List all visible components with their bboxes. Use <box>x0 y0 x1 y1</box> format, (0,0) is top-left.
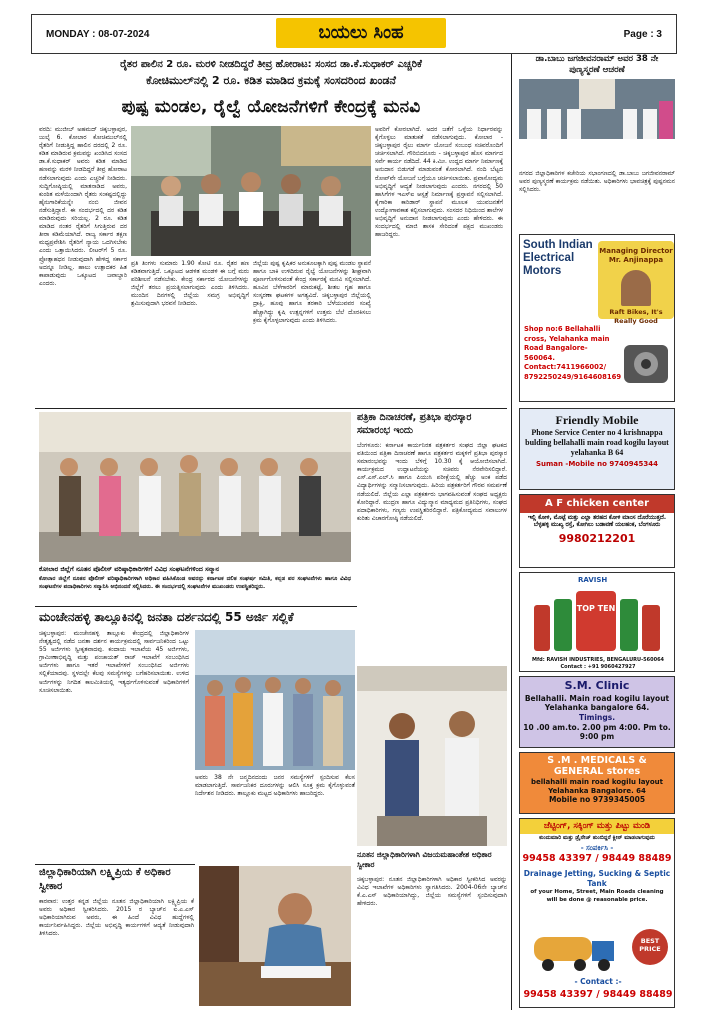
drainage-title: ಜೆಟ್ಟಿಂಗ್, ಸಕ್ಕಿಂಗ್ ಮತ್ತು ಪಿಟ್ಟು ಮಂಡಿ <box>520 819 674 834</box>
drainage-ad <box>519 818 675 1008</box>
electrical-md-box <box>598 241 674 325</box>
lead-photo <box>131 126 371 256</box>
police-photo <box>39 412 351 562</box>
newspaper-page <box>31 14 677 1010</box>
lead-kicker-1: ರೈತರ ಪಾಲಿನ 2 ರೂ. ಮರಳಿ ನೀಡದಿದ್ದರೆ ತೀವ್ರ ಹೋರಾಟ: ಸಂಸದ ಡಾ.ಕೆ.ಸುಧಾಕರ್ ಎಚ್ಚರಿಕೆ <box>120 59 422 70</box>
lead-column-mid-1: ಪ್ರತಿ ತಿಂಗಳು ಸುಮಾರು 1.90 ಕೋಟಿ ರೂ. ರೈತರ ಹಣ ಕಡಿತವಾಗುತ್ತಿದೆ. ಒಕ್ಕೂಟದ ಆಡಳಿತ ಮಂಡಳಿ ಈ ಬಗ್ಗೆ ಮರು ಪರಿಶೀಲನೆ ನಡೆಸಬೇಕು. ಕೇಂದ್ರ ಸರ್ಕಾರದ ಯೋಜನೆಗಳನ್ನು ಜಿಲ್ಲೆಗೆ ತರಲು ಪ್ರಯತ್ನಿಸಲಾಗುವುದು ಎಂದು ತಿಳಿಸಿದರು. ಮುಂದಿನ ದಿನಗಳಲ್ಲಿ ಜಿಲ್ಲೆಯ ಸಮಗ್ರ ಅಭಿವೃದ್ಧಿಗೆ ಶ್ರಮಿಸುವುದಾಗಿ ಭರವಸೆ ನೀಡಿದರು. <box>131 260 249 308</box>
mancheneh-headline: ಮಂಚೇನಹಳ್ಳಿ ತಾಲ್ಲೂಕಿನಲ್ಲಿ ಜನತಾ ದರ್ಶನದಲ್ಲಿ 55 ಅರ್ಜಿ ಸಲ್ಲಿಕೆ <box>39 610 294 624</box>
handover-body: ಚಿಕ್ಕಬಳ್ಳಾಪುರ: ನೂತನ ಜಿಲ್ಲಾಧಿಕಾರಿಗಳಾಗಿ ಅಧಿಕಾರ ಸ್ವೀಕರಿಸಿದ ಅವರನ್ನು ವಿವಿಧ ಇಲಾಖೆಗಳ ಅಧಿಕಾರಿಗಳು ಸ್ವಾಗತಿಸಿದರು. 2004-06ನೇ ಬ್ಯಾಚ್‌ನ ಕೆ.ಎ.ಎಸ್ ಅಧಿಕಾರಿಯಾಗಿದ್ದು, ಜಿಲ್ಲೆಯ ಸಮಸ್ಯೆಗಳಿಗೆ ಸ್ಪಂದಿಸುವುದಾಗಿ ಹೇಳಿದರು. <box>357 876 507 908</box>
medicals-phone: Mobile no 9739345005 <box>548 795 646 805</box>
lead-photo-image <box>131 126 371 256</box>
issue-date: MONDAY : 08-07-2024 <box>46 29 150 40</box>
drainage-body: ಕುಂದುಮಾರಿ ಮತ್ತು ಡ್ರೈನೇಜ್ ತುಂಬಿದ್ದರೆ ಕ್ಲೀನ್ ಮಾಡಲಾಗುವುದು <box>539 835 655 842</box>
mobile-ad <box>519 408 675 490</box>
best-price-badge: BEST PRICE <box>632 929 668 965</box>
press-headline: ಪತ್ರಿಕಾ ದಿನಾಚರಣೆ, ಪ್ರತಿಭಾ ಪುರಸ್ಕಾರ ಸಮಾರಂಭ ಇಂದು <box>357 412 472 436</box>
chicken-body: ಇಲ್ಲಿ ಕೋಳಿ, ಮೊಟ್ಟೆ ಮತ್ತು ಎಲ್ಲಾ ತರಹದ ಕೋಳಿ ಮಾಂಸ ದೊರೆಯುತ್ತದೆ. ಬೆಳ್ಳಹಳ್ಳಿ ಮುಖ್ಯ ರಸ್ತೆ, ಕೋಗಿಲು ಬಡಾವಣೆ ಯಲಹಂಕ, ಬೆಂಗಳೂರು <box>527 514 667 529</box>
jayanti-box <box>519 54 675 170</box>
electrical-person-photo <box>621 270 651 306</box>
ravish-product-image <box>530 585 666 655</box>
handover-photo-image <box>357 666 507 846</box>
mancheneh-body: ಚಿಕ್ಕಬಳ್ಳಾಪುರ: ಮಂಚೇನಹಳ್ಳಿ ತಾಲ್ಲೂಕು ಕೇಂದ್ರದಲ್ಲಿ ಜಿಲ್ಲಾಧಿಕಾರಿಗಳ ನೇತೃತ್ವದಲ್ಲಿ ನಡೆದ ಜನತಾ ದರ್ಶನ ಕಾರ್ಯಕ್ರಮದಲ್ಲಿ ಸಾರ್ವಜನಿಕರಿಂದ ಒಟ್ಟು 55 ಅರ್ಜಿಗಳು ಸ್ವೀಕೃತವಾದವು. ಕಂದಾಯ ಇಲಾಖೆಯ 45 ಅರ್ಜಿಗಳು, ಗ್ರಾಮೀಣಾಭಿವೃದ್ಧಿ ಮತ್ತು ಪಂಚಾಯತ್ ರಾಜ್ ಇಲಾಖೆಗೆ ಸಂಬಂಧಿಸಿದ ಅರ್ಜಿಗಳು ಹಾಗೂ ಇತರೆ ಇಲಾಖೆಗಳಿಗೆ ಸಂಬಂಧಿಸಿದ ಅರ್ಜಿಗಳು ಸಲ್ಲಿಕೆಯಾದವು. ಸ್ಥಳದಲ್ಲೇ ಕೆಲವು ಸಮಸ್ಯೆಗಳನ್ನು ಬಗೆಹರಿಸಲಾಯಿತು. ಉಳಿದ ಅರ್ಜಿಗಳನ್ನು ನಿಗದಿತ ಕಾಲಮಿತಿಯಲ್ಲಿ ಇತ್ಯರ್ಥಗೊಳಿಸುವಂತೆ ಅಧಿಕಾರಿಗಳಿಗೆ ಸೂಚಿಸಲಾಯಿತು. <box>39 630 189 694</box>
mancheneh-body-2: ಅವರು 38 ನೇ ಜನ್ಮದಿನದಂದು ಜನರ ಸಮಸ್ಯೆಗಳಿಗೆ ಸ್ಪಂದಿಸುವ ಕೆಲಸ ಮಾಡಲಾಗುತ್ತಿದೆ. ಸಾರ್ವಜನಿಕರ ದೂರುಗಳನ್ನು ಆಲಿಸಿ ಸೂಕ್ತ ಕ್ರಮ ಕೈಗೊಳ್ಳುವಂತೆ ನಿರ್ದೇಶನ ನೀಡಿದರು. ತಾಲ್ಲೂಕು ಮಟ್ಟದ ಅಧಿಕಾರಿಗಳು ಹಾಜರಿದ್ದರು. <box>195 774 355 798</box>
lead-column-mid-2: ಜಿಲ್ಲೆಯ ಪುಷ್ಪ ಕೃಷಿಕರ ಅನುಕೂಲಕ್ಕಾಗಿ ಪುಷ್ಪ ಮಂಡಲ ಸ್ಥಾಪನೆ ಹಾಗೂ ಬಾಕಿ ಉಳಿದಿರುವ ರೈಲ್ವೆ ಯೋಜನೆಗಳನ್ನು ಶೀಘ್ರವಾಗಿ ಪೂರ್ಣಗೊಳಿಸುವಂತೆ ಕೇಂದ್ರ ಸರ್ಕಾರಕ್ಕೆ ಮನವಿ ಸಲ್ಲಿಸಲಾಗಿದೆ. ಹೂವಿನ ಬೆಳೆಗಾರರಿಗೆ ಮಾರುಕಟ್ಟೆ, ಶೀತಲ ಗೃಹ ಹಾಗೂ ಸಂಸ್ಕರಣಾ ಘಟಕಗಳ ಅಗತ್ಯವಿದೆ. ಚಿಕ್ಕಬಳ್ಳಾಪುರ ಜಿಲ್ಲೆಯಲ್ಲಿ ದ್ರಾಕ್ಷಿ, ಹೂವು ಹಾಗೂ ತರಕಾರಿ ಬೆಳೆಯುವವರ ಸಂಖ್ಯೆ ಹೆಚ್ಚಾಗಿದ್ದು ಕೃಷಿ ಉತ್ಪನ್ನಗಳಿಗೆ ಉತ್ತಮ ಬೆಲೆ ದೊರಕಿಸಲು ಕ್ರಮ ಕೈಗೊಳ್ಳಲಾಗುವುದು ಎಂದು ತಿಳಿಸಿದರು. <box>253 260 371 324</box>
section-rule-2 <box>35 606 357 607</box>
jayanti-title: ಡಾ.ಬಾಬು ಜಗಜೀವನರಾಮ್ ಅವರ 38 ನೇ ಪುಣ್ಯಸ್ಮರಣೆ ಆಚರಣೆ <box>535 54 659 76</box>
clinic-address: Bellahalli. Main road kogilu layout Yelahanka bangalore 64. <box>524 693 670 713</box>
handover-photo <box>357 666 507 846</box>
column-rule <box>511 54 512 1010</box>
jayanti-caption: ನಗರದ ಜಿಲ್ಲಾಧಿಕಾರಿಗಳ ಕಚೇರಿಯ ಸಭಾಂಗಣದಲ್ಲಿ ಡಾ.ಬಾಬು ಜಗಜೀವನರಾಮ್ ಅವರ ಪುಣ್ಯಸ್ಮರಣೆ ಕಾರ್ಯಕ್ರಮ ನಡೆಯಿತು. ಅಧಿಕಾರಿಗಳು ಭಾವಚಿತ್ರಕ್ಕೆ ಪುಷ್ಪನಮನ ಸಲ್ಲಿಸಿದರು. <box>519 170 675 194</box>
collector-photo <box>199 866 351 1006</box>
electrical-tagline: Raft Bikes, It's Really Good <box>609 307 663 325</box>
electrical-ad <box>519 234 675 402</box>
collector-photo-image <box>199 866 351 1006</box>
medicals-address: bellahalli main road kogilu layout Yelahanka Bangalore. 64 <box>530 777 663 795</box>
section-rule-1 <box>35 408 507 409</box>
press-body: ಬೆಂಗಳೂರು: ಕರ್ನಾಟಕ ಕಾರ್ಯನಿರತ ಪತ್ರಕರ್ತರ ಸಂಘದ ಜಿಲ್ಲಾ ಘಟಕದ ವತಿಯಿಂದ ಪತ್ರಿಕಾ ದಿನಾಚರಣೆ ಹಾಗೂ ಪತ್ರಕರ್ತರ ಮಕ್ಕಳಿಗೆ ಪ್ರತಿಭಾ ಪುರಸ್ಕಾರ ಸಮಾರಂಭವನ್ನು ಇಂದು ಬೆಳಿಗ್ಗೆ 10.30 ಕ್ಕೆ ಆಯೋಜಿಸಲಾಗಿದೆ. ಕಾರ್ಯಕ್ರಮದ ಉದ್ಘಾಟನೆಯನ್ನು ಸಚಿವರು ನೆರವೇರಿಸಲಿದ್ದಾರೆ. ಎಸ್.ಎಸ್.ಎಲ್.ಸಿ ಹಾಗೂ ಪಿಯುಸಿ ಪರೀಕ್ಷೆಯಲ್ಲಿ ಹೆಚ್ಚು ಅಂಕ ಪಡೆದ ವಿದ್ಯಾರ್ಥಿಗಳನ್ನು ಸನ್ಮಾನಿಸಲಾಗುವುದು. ಹಿರಿಯ ಪತ್ರಕರ್ತರಿಗೆ ಗೌರವ ಸಮರ್ಪಣೆ ನಡೆಯಲಿದೆ. ಜಿಲ್ಲೆಯ ಎಲ್ಲಾ ಪತ್ರಕರ್ತರು ಭಾಗವಹಿಸುವಂತೆ ಸಂಘದ ಅಧ್ಯಕ್ಷರು ಕೋರಿದ್ದಾರೆ. ಮುದ್ರಣ ಹಾಗೂ ವಿದ್ಯುನ್ಮಾನ ಮಾಧ್ಯಮದ ಪ್ರತಿನಿಧಿಗಳು, ಸಂಘದ ಪದಾಧಿಕಾರಿಗಳು, ಗಣ್ಯರು ಉಪಸ್ಥಿತರಿರಲಿದ್ದಾರೆ. ಪತ್ರಿಕೋದ್ಯಮದ ಸವಾಲುಗಳ ಕುರಿತು ವಿಚಾರಗೋಷ್ಠಿ ನಡೆಯಲಿದೆ. <box>357 442 507 522</box>
electrical-name: South Indian Electrical Motors <box>523 239 593 278</box>
drainage-english-title: Drainage Jetting, Sucking & Septic Tank <box>523 869 671 889</box>
collector-headline: ಜಿಲ್ಲಾಧಿಕಾರಿಯಾಗಿ ಲಕ್ಷ್ಮಿಪ್ರಿಯ ಕೆ ಅಧಿಕಾರ ಸ್ವೀಕಾರ <box>39 867 171 892</box>
mancheneh-photo-image <box>195 630 355 770</box>
section-rule-3 <box>35 864 195 865</box>
lead-kicker-2: ಕೋಚಿಮುಲ್‌ನಲ್ಲಿ 2 ರೂ. ಕಡಿತ ಮಾಡಿದ ಕ್ರಮಕ್ಕೆ ಸಂಸದರಿಂದ ಖಂಡನೆ <box>146 74 396 87</box>
medicals-ad <box>519 752 675 814</box>
drainage-phone-2: 99458 43397 / 98449 88489 <box>523 989 673 1000</box>
mancheneh-photo <box>195 630 355 770</box>
electrical-contact: Contact:7411966002/ 8792250249/9164608169 <box>524 363 622 381</box>
police-caption: ಕೋಲಾರ ಜಿಲ್ಲೆಗೆ ನೂತನ ಪೊಲೀಸ್ ವರಿಷ್ಠಾಧಿಕಾರಿಗಳಿಗೆ ವಿವಿಧ ಸಂಘಟನೆಗಳಿಂದ ಸನ್ಮಾನ <box>39 565 219 573</box>
police-photo-image <box>39 412 351 562</box>
mobile-body: Phone Service Center no 4 krishnappa bulding bellahalli main road kogilu layout yelahanka B 64 <box>525 428 669 458</box>
chicken-title: A F chicken center <box>520 495 674 513</box>
ravish-ad <box>519 572 675 672</box>
jayanti-photo-image <box>519 79 675 139</box>
drainage-contact-label: - ಸಂಪರ್ಕಿಸಿ - <box>580 843 614 852</box>
mobile-title: Friendly Mobile <box>555 413 639 427</box>
chicken-phone: 9980212201 <box>558 532 636 546</box>
drainage-phone: 99458 43397 / 98449 88489 <box>522 853 672 865</box>
drainage-contact-label-2: - Contact :- <box>574 977 622 986</box>
electrical-role: Managing Director <box>599 247 673 255</box>
clinic-title: S.M. Clinic <box>564 679 630 692</box>
police-body: ಕೋಲಾರ ಜಿಲ್ಲೆಗೆ ನೂತನ ಪೊಲೀಸ್ ವರಿಷ್ಠಾಧಿಕಾರಿಗಳಾಗಿ ಅಧಿಕಾರ ವಹಿಸಿಕೊಂಡ ಅವರನ್ನು ಕರ್ನಾಟಕ ದಲಿತ ಸಂಘರ್ಷ ಸಮಿತಿ, ಕನ್ನಡ ಪರ ಸಂಘಟನೆಗಳು ಹಾಗೂ ವಿವಿಧ ಸಂಘಟನೆಗಳ ಪದಾಧಿಕಾರಿಗಳು ಸನ್ಮಾನಿಸಿ ಅಭಿನಂದನೆ ಸಲ್ಲಿಸಿದರು. ಈ ಸಂದರ್ಭದಲ್ಲಿ ಸಂಘಟನೆಗಳ ಮುಖಂಡರು ಉಪಸ್ಥಿತರಿದ್ದರು. <box>39 576 351 590</box>
page-header <box>31 14 677 54</box>
electrical-address: Shop no:6 Bellahalli cross, Yelahanka main Road Bangalore- 560064. <box>524 325 610 362</box>
masthead: ಬಯಲು ಸಿಂಹ <box>276 18 446 48</box>
handover-headline: ನೂತನ ಜಿಲ್ಲಾಧಿಕಾರಿಗಳಾಗಿ ವಿಜಯಮಹಾಂತೇಶ ಅಧಿಕಾರ ಸ್ವೀಕಾರ <box>357 850 492 869</box>
lead-column-3: ಅವರಿಗೆ ಕೋರಲಾಗಿದೆ. ಅದರ ಜತೆಗೆ ಒಳ್ಳೆಯ ನಿರ್ಧಾರವನ್ನು ಕೈಗೊಳ್ಳಲು ಮಾತುಕತೆ ನಡೆಸಲಾಗುವುದು. ಕೋಲಾರ - ಚಿಕ್ಕಬಳ್ಳಾಪುರ ರೈಲು ಮಾರ್ಗ ಯೋಜನೆ ಸಂಬಂಧ ಸಚಿವರೊಂದಿಗೆ ಚರ್ಚಿಸಲಾಗಿದೆ. ಗೌರಿಬಿದನೂರು - ಚಿಕ್ಕಬಳ್ಳಾಪುರ ಹೊಸ ಮಾರ್ಗದ ಸರ್ವೆ ಕಾರ್ಯ ನಡೆದಿದೆ. 44 ಕಿ.ಮೀ. ಉದ್ದದ ಮಾರ್ಗ ನಿರ್ಮಾಣಕ್ಕೆ ಅನುದಾನ ಬಿಡುಗಡೆ ಮಾಡುವಂತೆ ಕೋರಲಾಗಿದೆ. ನಂದಿ ಬೆಟ್ಟದ ರೋಪ್‌ವೇ ಯೋಜನೆ ಬಗ್ಗೆಯೂ ಚರ್ಚಿಸಲಾಯಿತು. ಪ್ರವಾಸೋದ್ಯಮ ಅಭಿವೃದ್ಧಿಗೆ ಆದ್ಯತೆ ನೀಡಲಾಗುವುದು ಎಂದರು. ನಗರದಲ್ಲಿ 50 ಹಾಸಿಗೆಗಳ ಇಎಸ್‌ಐ ಆಸ್ಪತ್ರೆ ನಿರ್ಮಾಣಕ್ಕೆ ಪ್ರಸ್ತಾವನೆ ಸಲ್ಲಿಸಲಾಗಿದೆ. ಕೈಗಾರಿಕಾ ಕಾರಿಡಾರ್ ಸ್ಥಾಪನೆ ಮೂಲಕ ಯುವಜನತೆಗೆ ಉದ್ಯೋಗಾವಕಾಶ ಕಲ್ಪಿಸಲಾಗುವುದು. ಸಂಸದರ ನಿಧಿಯಿಂದ ಶಾಲೆಗಳ ಅಭಿವೃದ್ಧಿಗೆ ಅನುದಾನ ನೀಡಲಾಗುವುದು ಎಂದು ಹೇಳಿದರು. ಈ ಸಂದರ್ಭದಲ್ಲಿ ಮಾಜಿ ಶಾಸಕ ಸೇರಿದಂತೆ ಪಕ್ಷದ ಮುಖಂಡರು ಹಾಜರಿದ್ದರು. <box>375 126 503 239</box>
drainage-english-body: of your Home, Street, Main Roads cleaning will be done @ reasonable price. <box>530 889 664 903</box>
ravish-product: TOP TEN <box>576 604 616 613</box>
clinic-timings-label: Timings. <box>578 712 616 722</box>
clinic-ad <box>519 676 675 748</box>
electrical-person: Mr. Anjinappa <box>608 256 664 265</box>
chicken-ad <box>519 494 675 568</box>
motor-icon <box>620 331 672 397</box>
lead-headline: ಪುಷ್ಪ ಮಂಡಲ, ರೈಲ್ವೆ ಯೋಜನೆಗಳಿಗೆ ಕೇಂದ್ರಕ್ಕೆ ಮನವಿ <box>121 97 421 117</box>
clinic-timings: 10 .00 am.to. 2.00 pm 4:00. Pm to. 9:00 pm <box>523 722 671 742</box>
medicals-title: S .M . MEDICALS & GENERAL stores <box>547 755 647 778</box>
ravish-footer: Mfd: RAVISH INDUSTRIES, BENGALURU-560064 Contact : +91 9060427927 <box>531 657 665 670</box>
mobile-contact: Suman -Mobile no 9740945344 <box>535 460 659 469</box>
ravish-brand: RAVISH <box>578 576 608 584</box>
collector-body: ಕಾರವಾರ: ಉತ್ತರ ಕನ್ನಡ ಜಿಲ್ಲೆಯ ನೂತನ ಜಿಲ್ಲಾಧಿಕಾರಿಯಾಗಿ ಲಕ್ಷ್ಮಿಪ್ರಿಯ ಕೆ ಅವರು ಅಧಿಕಾರ ಸ್ವೀಕರಿಸಿದರು. 2015 ರ ಬ್ಯಾಚ್‌ನ ಐ.ಎ.ಎಸ್ ಅಧಿಕಾರಿಯಾಗಿರುವ ಅವರು, ಈ ಹಿಂದೆ ವಿವಿಧ ಹುದ್ದೆಗಳಲ್ಲಿ ಕಾರ್ಯನಿರ್ವಹಿಸಿದ್ದರು. ಜಿಲ್ಲೆಯ ಅಭಿವೃದ್ಧಿ ಕಾರ್ಯಗಳಿಗೆ ಆದ್ಯತೆ ನೀಡುವುದಾಗಿ ತಿಳಿಸಿದರು. <box>39 898 194 938</box>
tanker-truck-icon <box>530 927 620 973</box>
page-number: Page : 3 <box>623 29 662 40</box>
lead-column-1: ವರದಿ: ಮುಜೀಬ್ ಅಹಮದ್ ಚಿಕ್ಕಬಳ್ಳಾಪುರ, ಜುಲೈ 6. ಕೋಲಾರ ಕೋಚಿಮುಲ್‌ನಲ್ಲಿ ರೈತರಿಗೆ ನೀಡುತ್ತಿದ್ದ ಹಾಲಿನ ದರದಲ್ಲಿ 2 ರೂ. ಕಡಿತ ಮಾಡಿರುವ ಕ್ರಮವನ್ನು ಖಂಡಿಸಿದ ಸಂಸದ ಡಾ.ಕೆ.ಸುಧಾಕರ್ ಅವರು ಕಡಿತ ಮಾಡಿದ ಹಣವನ್ನು ಮರಳಿ ನೀಡದಿದ್ದರೆ ತೀವ್ರ ಹೋರಾಟ ನಡೆಸಲಾಗುವುದು ಎಂದು ಎಚ್ಚರಿಕೆ ನೀಡಿದರು. ಸುದ್ದಿಗೋಷ್ಠಿಯಲ್ಲಿ ಮಾತನಾಡಿದ ಅವರು, ಕುಂಠಿತ ಮಳೆಯಿಂದಾಗಿ ರೈತರು ಸಂಕಷ್ಟದಲ್ಲಿದ್ದು ಹೈನುಗಾರಿಕೆಯನ್ನೇ ನಂಬಿ ಜೀವನ ನಡೆಸುತ್ತಿದ್ದಾರೆ. ಈ ಸಂದರ್ಭದಲ್ಲಿ ದರ ಕಡಿತ ಮಾಡಿರುವುದು ಸರಿಯಲ್ಲ. 2 ರೂ. ಕಡಿತ ಮಾಡಿದ ನಂತರ ರೈತರಿಗೆ ಸಿಗುತ್ತಿರುವ ದರ ತೀರಾ ಕಡಿಮೆಯಾಗಿದೆ. ರಾಜ್ಯ ಸರ್ಕಾರ ತಕ್ಷಣ ಮಧ್ಯಪ್ರವೇಶಿಸಿ ರೈತರಿಗೆ ನ್ಯಾಯ ಒದಗಿಸಬೇಕು ಎಂದು ಒತ್ತಾಯಿಸಿದರು. ಲೀಟರ್‌ಗೆ 5 ರೂ. ಪ್ರೋತ್ಸಾಹಧನ ನೀಡುವುದಾಗಿ ಹೇಳಿದ್ದ ಸರ್ಕಾರ ಅದನ್ನೂ ನೀಡಿಲ್ಲ. ಹಾಲು ಉತ್ಪಾದಕರ ಹಿತ ಕಾಪಾಡುವುದು ಒಕ್ಕೂಟದ ಜವಾಬ್ದಾರಿ ಎಂದರು. <box>39 126 127 287</box>
